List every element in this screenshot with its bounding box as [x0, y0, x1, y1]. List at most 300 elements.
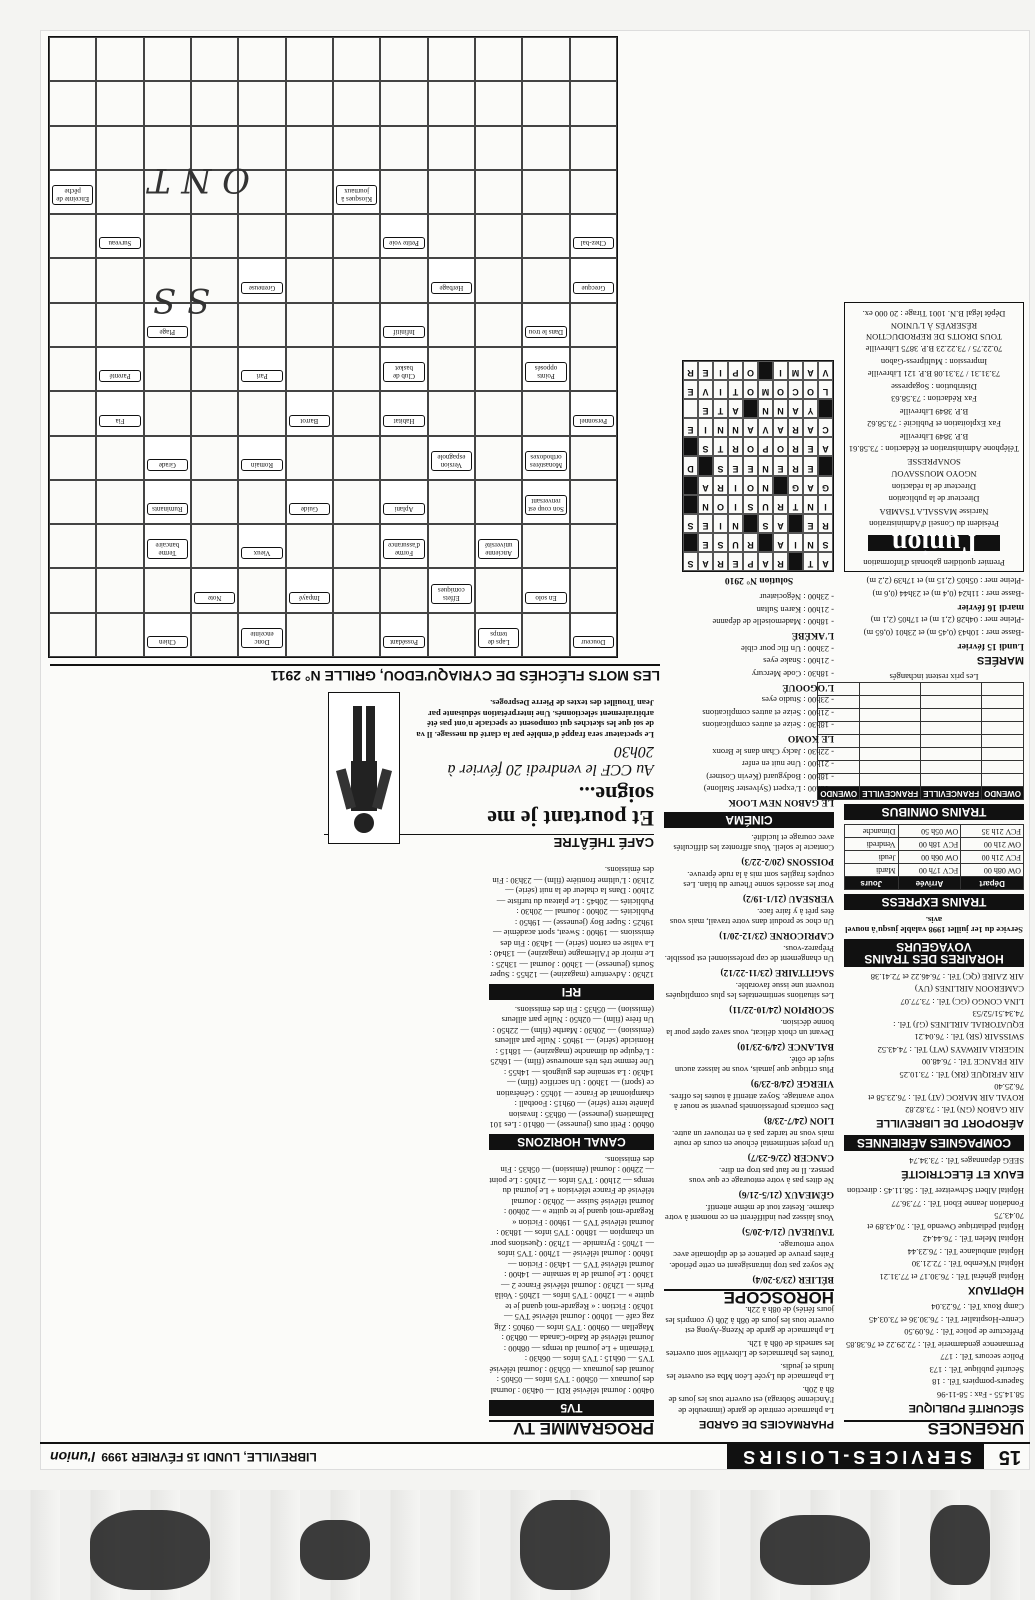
crossword-cell[interactable]	[191, 37, 238, 81]
crossword-clue-cell[interactable]	[475, 524, 522, 568]
solution-letter: E	[803, 456, 818, 475]
crossword-cell[interactable]	[475, 126, 522, 170]
crossword-cell[interactable]	[333, 347, 380, 391]
crossword-cell[interactable]	[570, 436, 617, 480]
crossword-cell[interactable]	[522, 258, 569, 302]
crossword-cell[interactable]	[522, 170, 569, 214]
pharmacies-list	[664, 1305, 834, 1416]
solution-letter: N	[758, 476, 773, 495]
crossword-clue: Laps de temps	[478, 628, 519, 648]
crossword-clue-cell[interactable]	[522, 480, 569, 524]
crossword-cell[interactable]	[380, 81, 427, 125]
crossword-clue-cell[interactable]	[238, 347, 285, 391]
brand-name: l'union	[50, 1449, 96, 1465]
crossword-cell[interactable]	[380, 258, 427, 302]
solution-block	[818, 399, 833, 418]
crossword-cell[interactable]	[333, 568, 380, 612]
crossword-cell[interactable]	[96, 524, 143, 568]
crossword-grid[interactable]	[48, 36, 618, 658]
crossword-cell[interactable]	[191, 81, 238, 125]
crossword-clue-cell[interactable]	[428, 436, 475, 480]
crossword-clue: Note	[194, 592, 235, 604]
table-header: Arrivée	[898, 877, 961, 890]
crossword-cell[interactable]	[96, 568, 143, 612]
crossword-cell[interactable]	[144, 81, 191, 125]
page-date: LIBREVILLE, LUNDI 15 FÉVRIER 1999	[101, 1450, 317, 1464]
crossword-cell[interactable]	[49, 126, 96, 170]
crossword-clue-cell[interactable]	[380, 214, 427, 258]
crossword-clue-cell[interactable]	[286, 391, 333, 435]
horoscope-sign: LION (24/7-23/8)	[764, 1115, 834, 1126]
crossword-cell[interactable]	[522, 613, 569, 657]
crossword-cell[interactable]	[428, 214, 475, 258]
crossword-cell[interactable]	[475, 303, 522, 347]
crossword-clue-cell[interactable]	[522, 436, 569, 480]
crossword-cell[interactable]	[286, 214, 333, 258]
marees-mardi-title: mardi 16 février	[957, 602, 1024, 612]
crossword-clue-cell[interactable]	[570, 258, 617, 302]
crossword-cell[interactable]	[49, 524, 96, 568]
crossword-clue-cell[interactable]	[380, 480, 427, 524]
theatre-info: Au CCF le vendredi 20 février à 20h30	[447, 743, 654, 778]
crossword-cell[interactable]	[333, 37, 380, 81]
crossword-cell[interactable]	[570, 480, 617, 524]
horoscope-sign: BÉLIER (23/3-20/4)	[752, 1274, 834, 1284]
cinema-show: - 21h00 : Seize et autres complications	[702, 708, 834, 718]
crossword-clue: Club de basket	[383, 362, 424, 382]
crossword-cell[interactable]	[144, 568, 191, 612]
theatre-section: CAFÉ THÉÂTRE	[324, 834, 654, 850]
solution-letter: I	[728, 476, 743, 495]
crossword-clue: Romain	[241, 459, 282, 471]
crossword-clue-cell[interactable]	[522, 347, 569, 391]
union-line: B.P. 3849 Libreville	[899, 432, 969, 442]
crossword-clue-cell[interactable]	[286, 480, 333, 524]
crossword-cell[interactable]	[191, 347, 238, 391]
solution-letter: O	[773, 380, 788, 399]
tv-schedule: 06h00 : Petit ours (jeunesse) — 08h10 : Les 101 Dalmatiens (jeunesse) — 08h35 : Invasion planète terre (série) — 09h15 : Football : championnat de France — 10h55 : Génération ce (sport) — 13h00 : Un sacrifice (film) — 14h30 : La semaine des guignols — 14h55 : Une femme très très amoureuse (film) — 16h25 : L'équipe du dimanche (magazine) — 18h15 : Homicide (série) — 19h05 : Nulle part ailleurs (émission) — 20h30 : Marthe (film) — 22h50 : Un frère (film) — 02h50 : Nulle part ailleurs (émission) — 05h35 : Fin des émissions.	[489, 1005, 654, 1131]
solution-letter: A	[788, 399, 803, 418]
crossword-cell[interactable]	[380, 436, 427, 480]
crossword-cell[interactable]	[286, 258, 333, 302]
crossword-cell[interactable]	[570, 524, 617, 568]
crossword-clue: Possédant	[383, 636, 424, 648]
crossword-cell[interactable]	[96, 258, 143, 302]
securite-list	[844, 1302, 1024, 1400]
pharmacie-item: La pharmacie centrale de garde (immeuble de l'Ancienne Sobraga) est ouverte tous les jours de 8h à 20h.	[668, 1385, 834, 1416]
crossword-clue-cell[interactable]	[333, 170, 380, 214]
solution-letter: G	[788, 476, 803, 495]
compagnie-item: EQUATORIAL AIRLINES (GJ) Tél. : 74.34.51/52/53	[893, 1009, 1024, 1030]
crossword-clue: Terme bancaire	[147, 539, 188, 559]
cinema-show: - 23h00 : Négociateur	[759, 592, 834, 603]
crossword-cell[interactable]	[428, 524, 475, 568]
crossword-clue: Chez-bal	[573, 237, 614, 249]
solution-letter: R	[743, 533, 758, 552]
horoscope-text: Vous laissez peu indifférent en ce moment à votre charme. Restez tout de même attentif.	[664, 1203, 834, 1224]
crossword-clue: Donc enceinte	[241, 628, 282, 648]
table-cell: Jeudi	[845, 851, 899, 864]
crossword-cell[interactable]	[475, 568, 522, 612]
horoscope-text: Ne dites pas à votre entourage ce que vous pensez. Il ne faut pas trop en dire.	[689, 1166, 834, 1187]
trains-subtitle: Service du 1er juillet 1998 valable jusqu'à nouvel avis.	[845, 915, 1023, 936]
crossword-cell[interactable]	[570, 303, 617, 347]
crossword-cell[interactable]	[428, 613, 475, 657]
solution-letter: U	[728, 533, 743, 552]
table-row	[845, 825, 1024, 838]
crossword-cell[interactable]	[428, 126, 475, 170]
crossword-cell[interactable]	[475, 391, 522, 435]
solution-letter: N	[758, 399, 773, 418]
solution-block	[683, 437, 698, 456]
crossword-cell[interactable]	[570, 81, 617, 125]
crossword-clue-cell[interactable]	[238, 524, 285, 568]
crossword-cell[interactable]	[475, 37, 522, 81]
solution-letter: P	[728, 361, 743, 380]
crossword-cell[interactable]	[191, 436, 238, 480]
crossword-clue-cell[interactable]	[380, 303, 427, 347]
solution-letter: S	[713, 456, 728, 475]
solution-letter: E	[698, 361, 713, 380]
crossword-cell[interactable]	[570, 347, 617, 391]
crossword-cell[interactable]	[333, 480, 380, 524]
hopital-item: Hôpital N'Kembo Tél. : 72.21.30	[911, 1259, 1024, 1270]
crossword-cell[interactable]	[475, 480, 522, 524]
crossword-cell[interactable]	[333, 126, 380, 170]
solution-letter: A	[818, 552, 833, 571]
crossword-clue-cell[interactable]	[49, 170, 96, 214]
crossword-cell[interactable]	[191, 391, 238, 435]
crossword-cell[interactable]	[570, 568, 617, 612]
crossword-cell[interactable]	[475, 214, 522, 258]
crossword-cell[interactable]	[96, 480, 143, 524]
solution-letter: S	[698, 437, 713, 456]
crossword-cell[interactable]	[49, 303, 96, 347]
table-cell: OW 06h 00	[898, 851, 961, 864]
crossword-clue-cell[interactable]	[570, 391, 617, 435]
cinema-title: CINÉMA	[664, 813, 834, 829]
crossword-cell[interactable]	[49, 258, 96, 302]
securite-item: 58.14.55 - Fax : 58-11-96	[936, 1390, 1024, 1400]
crossword-cell[interactable]	[96, 37, 143, 81]
crossword-clue: Pari	[241, 370, 282, 382]
horoscope-sign: TAUREAU (21/4-20/5)	[742, 1226, 834, 1237]
marees-title: MARÉES	[976, 654, 1024, 666]
solution-letter: E	[803, 437, 818, 456]
aeroport-list	[844, 972, 1024, 1116]
solution-letter: M	[758, 380, 773, 399]
eau-title: EAUX ET ÉLECTRICITÉ	[901, 1168, 1024, 1180]
crossword-cell[interactable]	[96, 170, 143, 214]
tv-channel: RFI	[489, 985, 654, 1001]
crossword-cell[interactable]	[96, 436, 143, 480]
crossword-clue: Impayé	[289, 592, 330, 604]
crossword-cell[interactable]	[286, 524, 333, 568]
crossword-cell[interactable]	[380, 37, 427, 81]
crossword-clue-cell[interactable]	[570, 214, 617, 258]
crossword-clue-cell[interactable]	[380, 613, 427, 657]
table-header: OWENDO	[818, 787, 860, 800]
crossword-cell[interactable]	[286, 303, 333, 347]
crossword-cell[interactable]	[428, 170, 475, 214]
solution-letter: N	[713, 418, 728, 437]
cinema-show: - 21h00 : Karen Sultan	[756, 605, 834, 615]
solution-letter: E	[698, 514, 713, 533]
crossword-cell[interactable]	[428, 480, 475, 524]
crossword-cell[interactable]	[238, 391, 285, 435]
solution-letter: U	[758, 495, 773, 514]
solution-letter: I	[728, 495, 743, 514]
table-header: OWENDO	[982, 787, 1024, 800]
crossword-cell[interactable]	[522, 214, 569, 258]
hopital-item: Hôpital Albert Schweitzer Tél. : 58.11.45 : direction	[846, 1186, 1024, 1197]
union-line: Président du Conseil d'Administration	[869, 519, 999, 530]
crossword-cell[interactable]	[49, 214, 96, 258]
union-line: Narcisse MASSALA TSAMBA	[879, 507, 989, 517]
crossword-clue-cell[interactable]	[522, 303, 569, 347]
crossword-cell[interactable]	[49, 391, 96, 435]
crossword-cell[interactable]	[286, 170, 333, 214]
solution-letter: T	[713, 437, 728, 456]
crossword-clue: Douceur	[573, 636, 614, 648]
securite-item: Sapeurs-pompiers Tél. : 18	[932, 1377, 1024, 1388]
tv-channel: CANAL HORIZONS	[489, 1135, 654, 1151]
crossword-cell[interactable]	[238, 480, 285, 524]
crossword-clue: Forme d'assurance	[383, 539, 424, 559]
horoscope-text: Plus critique que jamais, vous ne laissez aucun sujet de côté.	[674, 1055, 834, 1076]
crossword-cell[interactable]	[191, 214, 238, 258]
solution-letter: I	[788, 533, 803, 552]
crossword-cell[interactable]	[380, 568, 427, 612]
maree-line: -Basse mer : 11h24 (0,4 m) et 23h44 (0,6 m)	[872, 589, 1024, 599]
crossword-clue: Fia	[99, 415, 140, 427]
crossword-cell[interactable]	[286, 347, 333, 391]
tv-channel: TV5	[489, 1400, 654, 1416]
horoscope-sign: POISSONS (20/2-22/3)	[741, 856, 834, 867]
crossword-cell[interactable]	[428, 347, 475, 391]
compagnie-item: NIGERIA AIRWAYS (WT) Tél. : 74.43.52	[877, 1045, 1024, 1055]
solution-letter: E	[773, 456, 788, 475]
crossword-clue-cell[interactable]	[380, 347, 427, 391]
pharmacies-column	[664, 36, 834, 1436]
horoscope-title: HOROSCOPE	[664, 1289, 834, 1303]
solution-letter: E	[743, 456, 758, 475]
solution-letter: S	[758, 514, 773, 533]
solution-letter: A	[728, 399, 743, 418]
crossword-cell[interactable]	[475, 347, 522, 391]
crossword-clue: Grecque	[573, 282, 614, 294]
solution-letter: A	[698, 552, 713, 571]
crossword-cell[interactable]	[522, 524, 569, 568]
crossword-cell[interactable]	[49, 480, 96, 524]
table-cell: FCV 21h 35	[961, 825, 1024, 838]
urgences-title: URGENCES	[844, 1420, 1024, 1434]
crossword-clue-cell[interactable]	[428, 258, 475, 302]
solution-letter: N	[758, 456, 773, 475]
crossword-cell[interactable]	[144, 347, 191, 391]
crossword-cell[interactable]	[570, 37, 617, 81]
crossword-cell[interactable]	[191, 613, 238, 657]
crossword-cell[interactable]	[475, 258, 522, 302]
solution-letter: E	[728, 552, 743, 571]
crossword-clue: Guide	[289, 503, 330, 515]
crossword-cell[interactable]	[96, 613, 143, 657]
solution-letter: A	[803, 361, 818, 380]
crossword-clue-cell[interactable]	[144, 436, 191, 480]
solution-block	[683, 476, 698, 495]
solution-letter: N	[773, 399, 788, 418]
crossword-cell[interactable]	[333, 391, 380, 435]
crossword-clue-cell[interactable]	[144, 524, 191, 568]
crossword-clue-cell[interactable]	[475, 613, 522, 657]
horoscope-text: Pour les associés sonne l'heure du bilan. Les couples fragiles sont mis à la rude épreuve.	[683, 870, 834, 891]
crossword-cell[interactable]	[238, 214, 285, 258]
crossword-clue: Petite voie	[383, 237, 424, 249]
crossword-clue-cell[interactable]	[428, 568, 475, 612]
crossword-clue: Greneuse	[241, 282, 282, 294]
cinema-list	[664, 592, 834, 809]
crossword-cell[interactable]	[49, 568, 96, 612]
crossword-clue-cell[interactable]	[380, 391, 427, 435]
cinema-show: - 16h00 : L'expert (Sylvester Stallone)	[703, 784, 834, 795]
theatre-box	[324, 690, 654, 850]
crossword-clue-cell[interactable]	[286, 568, 333, 612]
crossword-cell[interactable]	[333, 303, 380, 347]
crossword-cell[interactable]	[49, 613, 96, 657]
solution-letter: R	[713, 552, 728, 571]
crossword-cell[interactable]	[286, 37, 333, 81]
crossword-cell[interactable]	[522, 37, 569, 81]
crossword-cell[interactable]	[238, 568, 285, 612]
crossword-cell[interactable]	[238, 303, 285, 347]
solution-letter: O	[713, 495, 728, 514]
crossword-cell[interactable]	[428, 391, 475, 435]
crossword-clue-cell[interactable]	[96, 391, 143, 435]
solution-letter: N	[728, 514, 743, 533]
crossword-clue: En solo	[525, 592, 566, 604]
crossword-clue: Herbage	[431, 282, 472, 294]
crossword-clue-cell[interactable]	[144, 480, 191, 524]
crossword-cell[interactable]	[49, 81, 96, 125]
crossword-cell[interactable]	[522, 81, 569, 125]
crossword-cell[interactable]	[428, 37, 475, 81]
crossword-cell[interactable]	[96, 126, 143, 170]
crossword-cell[interactable]	[475, 436, 522, 480]
aeroport-title: AÉROPORT DE LIBREVILLE	[876, 1117, 1024, 1130]
crossword-cell[interactable]	[333, 436, 380, 480]
crossword-cell[interactable]	[286, 436, 333, 480]
solution-letter: E	[683, 380, 698, 399]
crossword-cell[interactable]	[522, 391, 569, 435]
crossword-cell[interactable]	[49, 37, 96, 81]
crossword-clue: Aplani	[383, 503, 424, 515]
crossword-cell[interactable]	[49, 436, 96, 480]
eau-line: SEEG dépannages Tél. : 73.34.74	[909, 1156, 1024, 1166]
crossword-cell[interactable]	[333, 258, 380, 302]
solution-letter: A	[773, 418, 788, 437]
crossword-clue-cell[interactable]	[96, 214, 143, 258]
crossword-cell[interactable]	[144, 391, 191, 435]
page-number: 15	[998, 1446, 1022, 1469]
crossword-cell[interactable]	[380, 170, 427, 214]
crossword-cell[interactable]	[96, 81, 143, 125]
crossword-cell[interactable]	[286, 81, 333, 125]
solution-block	[683, 533, 698, 552]
crossword-clue-cell[interactable]	[191, 568, 238, 612]
crossword-clue: Version espagnole	[431, 451, 472, 471]
solution-letter: E	[728, 456, 743, 475]
crossword-cell[interactable]	[333, 613, 380, 657]
crossword-cell[interactable]	[238, 37, 285, 81]
crossword-clue-cell[interactable]	[238, 613, 285, 657]
crossword-cell[interactable]	[333, 81, 380, 125]
cinema-show: - 21h00 : Une nuit en enfer	[741, 759, 834, 770]
handwriting-ont: O N T	[148, 160, 250, 200]
union-tagline: Premier quotidien gabonais d'information	[863, 558, 1005, 568]
crossword-cell[interactable]	[191, 480, 238, 524]
solution-block	[698, 456, 713, 475]
crossword-clue-cell[interactable]	[522, 568, 569, 612]
crossword-cell[interactable]	[475, 81, 522, 125]
crossword-clue-cell[interactable]	[238, 258, 285, 302]
crossword-cell[interactable]	[570, 170, 617, 214]
solution-block	[773, 476, 788, 495]
solution-letter: R	[818, 514, 833, 533]
solution-letter: E	[803, 514, 818, 533]
maree-line: -Basse mer : 10h43 (0,45 m) et 23h01 (0,65 m)	[863, 628, 1024, 638]
crossword-cell[interactable]	[475, 170, 522, 214]
solution-letter: R	[728, 437, 743, 456]
cinema-show: - 18h30 : Seize et autres complications	[702, 720, 834, 731]
crossword-cell[interactable]	[96, 303, 143, 347]
crossword-clue-cell[interactable]	[570, 613, 617, 657]
crossword-cell[interactable]	[333, 214, 380, 258]
horoscope-sign: GÉMEAUX (21/5-21/6)	[738, 1189, 834, 1200]
crossword-clue-cell[interactable]	[144, 613, 191, 657]
crossword-cell[interactable]	[570, 126, 617, 170]
crossword-clue-cell[interactable]	[238, 436, 285, 480]
express-title: TRAINS EXPRESS	[844, 895, 1024, 911]
crossword-cell[interactable]	[428, 81, 475, 125]
crossword-cell[interactable]	[144, 214, 191, 258]
horoscope-list	[664, 833, 834, 1286]
crossword-clue-cell[interactable]	[380, 524, 427, 568]
crossword-cell[interactable]	[428, 303, 475, 347]
theatre-headline: Et pourtant je me soigne...	[487, 782, 654, 831]
crossword-cell[interactable]	[380, 126, 427, 170]
compagnie-item: AIR FRANCE Tél. : 76.48.00	[921, 1057, 1024, 1068]
solution-letter: O	[743, 380, 758, 399]
crossword-cell[interactable]	[49, 347, 96, 391]
union-line: Fax Exploitation et Publicité : 73.58.62	[867, 419, 1001, 430]
crossword-cell[interactable]	[286, 613, 333, 657]
solution-letter: O	[803, 380, 818, 399]
crossword-cell[interactable]	[238, 81, 285, 125]
tv-list	[489, 865, 654, 1416]
crossword-cell[interactable]	[191, 524, 238, 568]
crossword-clue-cell[interactable]	[96, 347, 143, 391]
crossword-cell[interactable]	[144, 37, 191, 81]
theatre-body: Le spectateur sera frappé d'emblée par la clarté du message. Il va de soi que les sketches qui composent ce spectacle n'ont pas été arbitrairement sélectionnés. Une interprétation séduisante par Jean Trouillet des textes de Pierre Desproges.	[416, 698, 654, 740]
crossword-cell[interactable]	[522, 126, 569, 170]
solution-title: Solution N° 2910	[724, 575, 794, 585]
crossword-title: LES MOTS FLÉCHÉS DE CYRIAQU'EDOU, GRILLE N° 2911	[50, 664, 660, 684]
crossword-cell[interactable]	[333, 524, 380, 568]
solution-block	[758, 361, 773, 380]
union-line: Fax Rédaction : 73.58.63	[891, 394, 977, 405]
tv-schedule: 04h00 : Journal télévisé RDI — 04h30 : Journal des journaux — 05h00 : TV5 infos — 05h05 : Journal des journaux — 05h30 : Journal télévisé TV5 — 06h15 : TV5 infos — 06h30 : Télématin + Le journal du temps — 08h00 : Journal télévisé de Radio-Canada — 08h30 : Magellan — 09h00 : TV5 infos — 09h05 : Zig zag café — 10h00 : Journal télévisé TV5 — 10h30 : Fiction : « Regarde-moi quand je te quitte » — 12h00 : TV5 infos — 12h05 : Voilà Paris — 12h30 : Journal télévisé France 2 — 13h00 : Le journal de la semaine — 14h00 : Journal télévisé TV5 — 14h30 : Fiction — 16h00 : Journal télévisé — 17h00 : TV5 infos — 17h05 : Pyramide — 17h30 : Questions pour un champion — 18h00 : TV5 infos — 18h30 : Journal télévisé TV5 — 19h00 : Fiction « Regarde-moi quand je te quitte » — 20h00 : Journal télévisé Suisse — 20h30 : Journal télévisé de France télévision + Le journal du temps — 21h00 : TV5 infos — 21h05 : Le point — 22h00 : Journal (émission) — 05h35 : Fin des émissions.	[489, 1155, 654, 1396]
crossword-cell[interactable]	[286, 126, 333, 170]
